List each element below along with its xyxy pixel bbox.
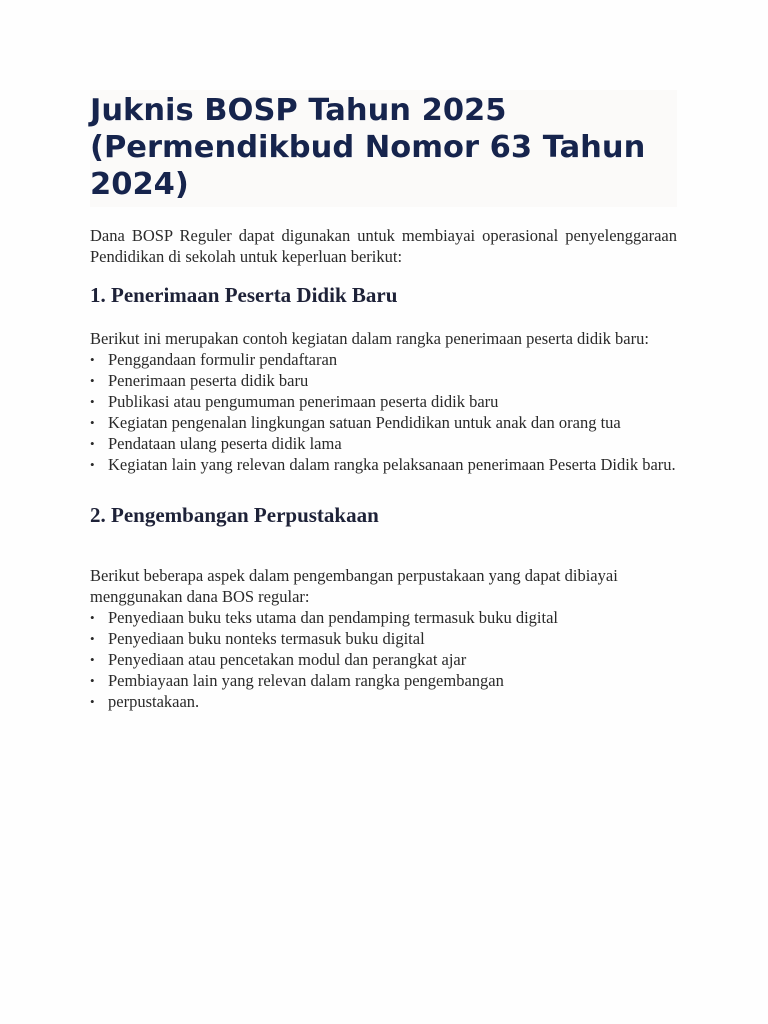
list-item (90, 454, 677, 475)
section-heading-penerimaan: 1. Penerimaan Peserta Didik Baru (90, 283, 398, 307)
bullet-icon: • (90, 694, 95, 709)
bullet-list-penerimaan (90, 349, 677, 475)
list-item-text: perpustakaan. (108, 692, 200, 711)
list-item (90, 628, 677, 649)
list-item-text: Penerimaan peserta didik baru (108, 371, 309, 390)
bullet-icon: • (90, 436, 95, 451)
section-heading-perpustakaan: 2. Pengembangan Perpustakaan (90, 503, 379, 527)
intro-paragraph: Dana BOSP Reguler dapat digunakan untuk membiayai operasional penyelenggaraan Pendidikan di sekolah untuk keperluan berikut: (90, 226, 677, 266)
page-title: Juknis BOSP Tahun 2025 (Permendikbud Nomor 63 Tahun 2024) (90, 93, 646, 202)
bullet-icon: • (90, 673, 95, 688)
list-item (90, 607, 677, 628)
list-item (90, 691, 677, 712)
list-item-text: Penggandaan formulir pendaftaran (108, 350, 338, 369)
bullet-icon: • (90, 352, 95, 367)
bullet-icon: • (90, 415, 95, 430)
list-item (90, 349, 677, 370)
list-item-text: Penyediaan buku nonteks termasuk buku digital (108, 629, 425, 648)
list-item-text: Penyediaan buku teks utama dan pendamping termasuk buku digital (108, 608, 558, 627)
list-item-text: Kegiatan lain yang relevan dalam rangka pelaksanaan penerimaan Peserta Didik baru. (108, 455, 676, 474)
bullet-icon: • (90, 373, 95, 388)
title-block (90, 90, 677, 207)
list-item (90, 649, 677, 670)
list-item-text: Kegiatan pengenalan lingkungan satuan Pendidikan untuk anak dan orang tua (108, 413, 621, 432)
bullet-icon: • (90, 394, 95, 409)
bullet-icon: • (90, 610, 95, 625)
list-item-text: Pembiayaan lain yang relevan dalam rangka pengembangan (108, 671, 504, 690)
list-item (90, 412, 677, 433)
document-page (90, 90, 677, 712)
bullet-icon: • (90, 457, 95, 472)
bullet-icon: • (90, 631, 95, 646)
list-item (90, 433, 677, 454)
list-item-text: Publikasi atau pengumuman penerimaan peserta didik baru (108, 392, 499, 411)
section-paragraph-penerimaan: Berikut ini merupakan contoh kegiatan dalam rangka penerimaan peserta didik baru: (90, 329, 649, 348)
list-item (90, 370, 677, 391)
bullet-list-perpustakaan (90, 607, 677, 712)
list-item (90, 670, 677, 691)
list-item-text: Penyediaan atau pencetakan modul dan perangkat ajar (108, 650, 467, 669)
bullet-icon: • (90, 652, 95, 667)
list-item-text: Pendataan ulang peserta didik lama (108, 434, 342, 453)
section-paragraph-perpustakaan: Berikut beberapa aspek dalam pengembangan perpustakaan yang dapat dibiayai menggunakan dana BOS regular: (90, 566, 618, 606)
list-item (90, 391, 677, 412)
